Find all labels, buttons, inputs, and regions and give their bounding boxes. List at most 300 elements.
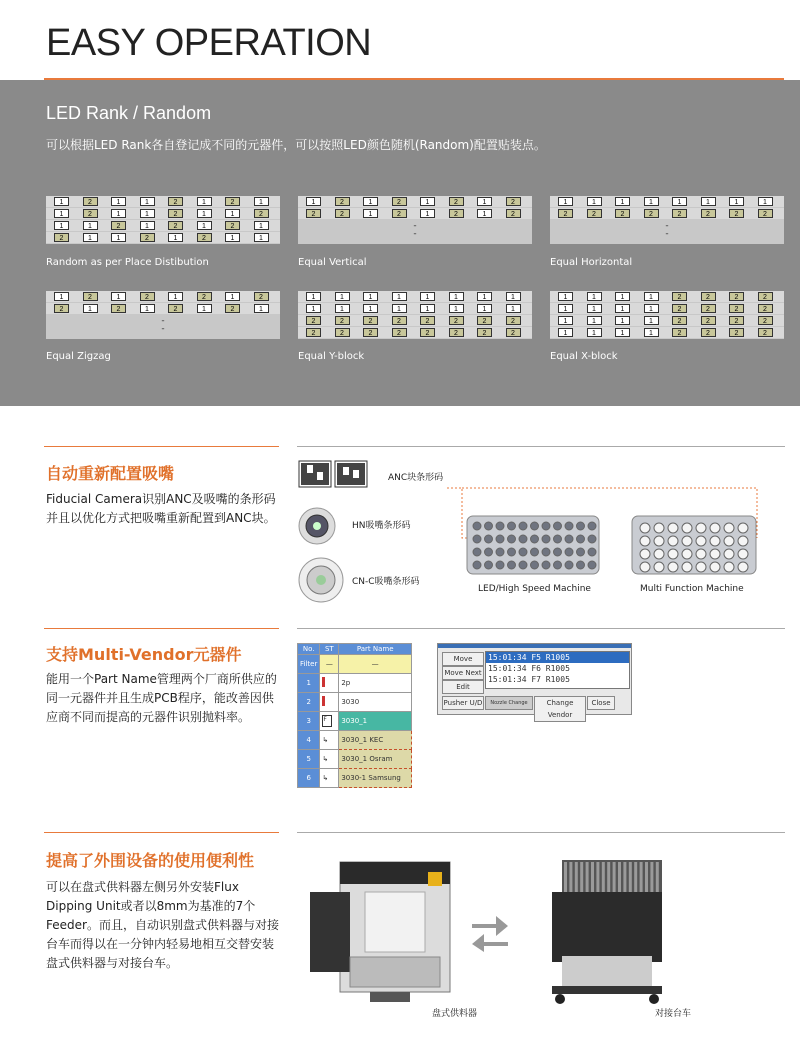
led-cell: 1 xyxy=(225,292,240,301)
pusher-button[interactable]: Pusher U/D xyxy=(442,696,484,710)
nozzle-hole xyxy=(724,523,734,533)
part-table xyxy=(297,643,412,788)
nozzle-hole xyxy=(519,535,527,543)
nozzle-hole xyxy=(724,536,734,546)
led-cell: 2 xyxy=(506,316,521,325)
led-cell: 2 xyxy=(420,316,435,325)
docking-cart-caption: 对接台车 xyxy=(655,1009,692,1019)
table-row[interactable]: 6 ↳ 3030-1 Samsung xyxy=(298,769,412,788)
led-cell: 1 xyxy=(254,304,269,313)
page-title: EASY OPERATION xyxy=(46,22,372,64)
led-cell: 1 xyxy=(644,316,659,325)
nozzle-hole xyxy=(565,535,573,543)
close-button[interactable]: Close xyxy=(587,696,615,710)
log-line: 15:01:34 F7 R1005 xyxy=(488,675,570,684)
led-cell: 2 xyxy=(140,292,155,301)
led-cell: 1 xyxy=(477,197,492,206)
led-cell: 1 xyxy=(111,233,126,242)
led-cell: 1 xyxy=(615,292,630,301)
filter-st[interactable]: — xyxy=(320,655,339,674)
led-cell: 2 xyxy=(392,328,407,337)
led-cell: 1 xyxy=(254,221,269,230)
peripheral-title: 提高了外围设备的使用便利性 xyxy=(46,851,255,870)
nozzle-hole xyxy=(554,548,562,556)
pattern-label: Equal Y-block xyxy=(298,351,365,362)
nozzle-hole xyxy=(668,536,678,546)
row-no: 4 xyxy=(298,731,320,750)
nozzle-hole xyxy=(577,561,585,569)
nozzle-hole xyxy=(738,549,748,559)
nozzle-hole xyxy=(682,523,692,533)
change-vendor-button[interactable]: Change Vendor xyxy=(534,696,586,722)
led-pattern xyxy=(46,196,280,244)
led-cell: 1 xyxy=(197,197,212,206)
continuation-dots: - - xyxy=(665,221,669,239)
led-cell: 2 xyxy=(672,316,687,325)
led-cell: 1 xyxy=(420,197,435,206)
led-cell: 2 xyxy=(449,328,464,337)
nozzle-hole xyxy=(724,549,734,559)
led-cell: 1 xyxy=(449,304,464,313)
cnc-barcode-label: CN-C吸嘴条形码 xyxy=(352,577,420,587)
nozzle-hole xyxy=(496,535,504,543)
led-cell: 2 xyxy=(363,328,378,337)
led-pattern xyxy=(550,291,784,339)
pattern-row xyxy=(298,291,532,302)
led-cell: 1 xyxy=(83,233,98,242)
nozzle-hole xyxy=(654,536,664,546)
log-line: 15:01:34 F5 R1005 xyxy=(486,652,629,663)
pattern-label: Equal Zigzag xyxy=(46,351,111,362)
led-cell: 2 xyxy=(225,221,240,230)
led-cell: 1 xyxy=(306,304,321,313)
led-cell: 1 xyxy=(335,292,350,301)
pattern-row xyxy=(46,303,280,314)
filter-label: Filter xyxy=(298,655,320,674)
nozzle-hole xyxy=(565,561,573,569)
led-cell: 1 xyxy=(335,304,350,313)
led-cell: 1 xyxy=(168,292,183,301)
vendor-change-panel xyxy=(437,643,632,719)
row-no: 6 xyxy=(298,769,320,788)
nozzle-hole xyxy=(654,562,664,572)
nozzle-hole xyxy=(682,562,692,572)
nozzle-hole xyxy=(554,561,562,569)
led-cell: 2 xyxy=(54,233,69,242)
led-pattern xyxy=(298,291,532,339)
led-cell: 2 xyxy=(701,292,716,301)
led-cell: 1 xyxy=(392,304,407,313)
led-cell: 1 xyxy=(672,197,687,206)
table-row[interactable]: 5 ↳ 3030_1 Osram xyxy=(298,750,412,769)
led-cell: 1 xyxy=(140,197,155,206)
led-pattern xyxy=(298,196,532,244)
led-cell: 1 xyxy=(420,304,435,313)
led-cell: 1 xyxy=(587,328,602,337)
led-cell: 1 xyxy=(83,304,98,313)
led-cell: 2 xyxy=(111,304,126,313)
led-cell: 1 xyxy=(197,209,212,218)
led-cell: 1 xyxy=(111,292,126,301)
led-cell: 1 xyxy=(477,209,492,218)
nozzle-hole xyxy=(668,549,678,559)
led-cell: 2 xyxy=(306,316,321,325)
led-cell: 1 xyxy=(83,221,98,230)
led-cell: 1 xyxy=(306,197,321,206)
table-row[interactable]: 4 ↳ 3030_1 KEC xyxy=(298,731,412,750)
nozzle-hole xyxy=(473,561,481,569)
nozzle-hole xyxy=(519,561,527,569)
nozzle-hole xyxy=(577,522,585,530)
nozzle-hole xyxy=(565,548,573,556)
led-cell: 1 xyxy=(363,304,378,313)
led-cell: 2 xyxy=(672,209,687,218)
led-cell: 2 xyxy=(168,197,183,206)
led-cell: 1 xyxy=(225,209,240,218)
led-cell: 1 xyxy=(644,197,659,206)
nozzle-hole xyxy=(542,522,550,530)
led-cell: 1 xyxy=(449,292,464,301)
led-cell: 2 xyxy=(363,316,378,325)
anc-barcode-label: ANC块条形码 xyxy=(388,473,444,483)
led-cell: 1 xyxy=(168,233,183,242)
continuation-dots: - - xyxy=(413,221,417,239)
part-name: 3030_1 Osram xyxy=(339,750,412,769)
row-no: 2 xyxy=(298,693,320,712)
pattern-label: Random as per Place Distibution xyxy=(46,257,209,268)
led-cell: 2 xyxy=(729,209,744,218)
cnc-nozzle-icon xyxy=(299,558,343,602)
table-row[interactable] xyxy=(298,693,412,712)
nozzle-hole xyxy=(640,549,650,559)
hn-nozzle-icon xyxy=(299,508,335,544)
led-cell: 1 xyxy=(558,316,573,325)
led-cell: 1 xyxy=(54,197,69,206)
section-divider xyxy=(44,628,279,629)
pattern-row xyxy=(550,196,784,207)
led-cell: 2 xyxy=(83,209,98,218)
led-cell: 1 xyxy=(363,209,378,218)
led-cell: 1 xyxy=(615,328,630,337)
nozzle-hole xyxy=(696,536,706,546)
led-cell: 1 xyxy=(306,292,321,301)
tray-feeder-caption: 盘式供料器 xyxy=(432,1009,478,1019)
docking-cart-image xyxy=(542,856,672,1006)
multi-function-label: Multi Function Machine xyxy=(640,584,744,594)
pattern-row xyxy=(298,315,532,326)
nozzle-hole xyxy=(588,561,596,569)
nozzle-hole xyxy=(682,536,692,546)
pattern-row xyxy=(46,208,280,219)
led-cell: 1 xyxy=(644,304,659,313)
led-cell: 2 xyxy=(254,292,269,301)
nozzle-hole xyxy=(531,535,539,543)
pattern-row xyxy=(46,291,280,302)
section-divider xyxy=(297,446,785,447)
pattern-label: Equal Horizontal xyxy=(550,257,633,268)
col-header-st: ST xyxy=(320,644,339,655)
nozzle-hole xyxy=(588,548,596,556)
led-pattern xyxy=(46,291,280,339)
part-name: 3030-1 Samsung xyxy=(339,769,412,788)
nozzle-hole xyxy=(519,548,527,556)
nozzle-hole xyxy=(473,522,481,530)
led-cell: 1 xyxy=(420,209,435,218)
nozzle-hole xyxy=(654,523,664,533)
nozzle-hole xyxy=(519,522,527,530)
table-row[interactable] xyxy=(298,674,412,693)
led-cell: 2 xyxy=(506,328,521,337)
anc-title: 自动重新配置吸嘴 xyxy=(46,464,175,483)
nozzle-hole xyxy=(696,549,706,559)
led-cell: 2 xyxy=(758,304,773,313)
section-divider xyxy=(297,832,785,833)
led-cell: 1 xyxy=(140,304,155,313)
led-machine-anc-block xyxy=(467,516,599,574)
led-cell: 2 xyxy=(306,209,321,218)
led-cell: 2 xyxy=(506,197,521,206)
led-cell: 1 xyxy=(506,292,521,301)
pattern-row xyxy=(550,315,784,326)
led-cell: 1 xyxy=(197,304,212,313)
led-cell: 2 xyxy=(672,328,687,337)
led-cell: 2 xyxy=(615,209,630,218)
led-cell: 1 xyxy=(587,304,602,313)
led-cell: 2 xyxy=(729,292,744,301)
led-cell: 2 xyxy=(729,328,744,337)
nozzle-hole xyxy=(542,561,550,569)
pattern-row xyxy=(550,291,784,302)
led-cell: 2 xyxy=(758,316,773,325)
led-cell: 2 xyxy=(83,197,98,206)
led-cell: 2 xyxy=(140,233,155,242)
led-cell: 1 xyxy=(644,328,659,337)
led-cell: 1 xyxy=(54,209,69,218)
nozzle-hole xyxy=(508,522,516,530)
nozzle-hole xyxy=(565,522,573,530)
pattern-label: Equal X-block xyxy=(550,351,618,362)
section-divider xyxy=(44,832,279,833)
log-line: 15:01:34 F6 R1005 xyxy=(488,664,570,673)
led-cell: 2 xyxy=(54,304,69,313)
nozzle-hole xyxy=(588,535,596,543)
led-cell: 2 xyxy=(729,304,744,313)
multi-function-anc-block xyxy=(632,516,756,574)
pattern-row xyxy=(46,220,280,231)
led-cell: 1 xyxy=(477,304,492,313)
nozzle-hole xyxy=(542,548,550,556)
pattern-row xyxy=(46,232,280,243)
anc-barcode-icon xyxy=(299,461,367,487)
led-cell: 2 xyxy=(701,304,716,313)
led-cell: 1 xyxy=(644,292,659,301)
led-cell: 2 xyxy=(111,221,126,230)
nozzle-hole xyxy=(485,522,493,530)
pattern-row xyxy=(46,196,280,207)
section-divider xyxy=(44,446,279,447)
nozzle-hole xyxy=(508,535,516,543)
move-button[interactable]: Move xyxy=(442,652,484,666)
vendor-title: 支持Multi-Vendor元器件 xyxy=(46,645,242,664)
nozzle-hole xyxy=(485,561,493,569)
nozzle-hole xyxy=(724,562,734,572)
led-cell: 2 xyxy=(449,316,464,325)
pattern-row xyxy=(550,303,784,314)
led-cell: 2 xyxy=(335,209,350,218)
nozzle-hole xyxy=(473,535,481,543)
nozzle-hole xyxy=(554,535,562,543)
edit-button[interactable]: Edit xyxy=(442,680,484,694)
led-cell: 2 xyxy=(335,197,350,206)
led-cell: 2 xyxy=(83,292,98,301)
nozzle-hole xyxy=(738,562,748,572)
led-cell: 1 xyxy=(254,197,269,206)
led-cell: 1 xyxy=(420,292,435,301)
led-cell: 1 xyxy=(587,292,602,301)
led-cell: 1 xyxy=(477,292,492,301)
row-no: 1 xyxy=(298,674,320,693)
nozzle-hole xyxy=(485,548,493,556)
nozzle-hole xyxy=(668,523,678,533)
peripheral-body: 可以在盘式供料器左侧另外安装Flux Dipping Unit或者以8mm为基准的7个Feeder。而且，自动识别盘式供料器与对接台车而得以在一分钟内轻易地相互交替安装盘式供料器与对接台车。 xyxy=(46,880,279,970)
led-cell: 1 xyxy=(701,197,716,206)
nozzle-hole xyxy=(554,522,562,530)
col-header-part: Part Name xyxy=(339,644,412,655)
nozzle-hole xyxy=(710,549,720,559)
continuation-dots: - - xyxy=(161,316,165,334)
filter-part[interactable]: — xyxy=(339,655,412,674)
nozzle-hole xyxy=(496,522,504,530)
nozzle-hole xyxy=(496,561,504,569)
led-rank-title: LED Rank / Random xyxy=(46,103,212,123)
nozzle-hole xyxy=(508,548,516,556)
pattern-row xyxy=(550,208,784,219)
led-cell: 1 xyxy=(140,221,155,230)
led-cell: 1 xyxy=(758,197,773,206)
led-cell: 1 xyxy=(558,197,573,206)
led-rank-subtitle: 可以根据LED Rank各自登记成不同的元器件，可以按照LED颜色随机(Random)配置贴装点。 xyxy=(46,138,546,152)
move-next-button[interactable]: Move Next xyxy=(442,666,484,680)
pattern-row xyxy=(298,327,532,338)
led-cell: 1 xyxy=(54,292,69,301)
nozzle-hole xyxy=(640,523,650,533)
led-cell: 1 xyxy=(615,197,630,206)
led-cell: 1 xyxy=(111,197,126,206)
nozzle-hole xyxy=(485,535,493,543)
nozzle-hole xyxy=(542,535,550,543)
led-cell: 1 xyxy=(506,304,521,313)
led-cell: 2 xyxy=(335,316,350,325)
led-cell: 2 xyxy=(420,328,435,337)
nozzle-hole xyxy=(668,562,678,572)
led-cell: 1 xyxy=(615,316,630,325)
led-cell: 2 xyxy=(168,221,183,230)
led-cell: 2 xyxy=(168,209,183,218)
led-cell: 1 xyxy=(558,292,573,301)
led-cell: 2 xyxy=(672,304,687,313)
led-cell: 2 xyxy=(758,328,773,337)
nozzle-hole xyxy=(473,548,481,556)
led-cell: 2 xyxy=(225,304,240,313)
nozzle-hole xyxy=(696,562,706,572)
nozzle-hole xyxy=(710,562,720,572)
led-cell: 2 xyxy=(197,292,212,301)
nozzle-hole xyxy=(640,536,650,546)
pattern-row xyxy=(298,196,532,207)
led-cell: 2 xyxy=(392,197,407,206)
led-cell: 2 xyxy=(701,328,716,337)
led-cell: 1 xyxy=(140,209,155,218)
nozzle-hole xyxy=(710,523,720,533)
nozzle-hole xyxy=(710,536,720,546)
part-name: 3030_1 xyxy=(339,712,412,731)
led-cell: 1 xyxy=(587,316,602,325)
pattern-row xyxy=(298,303,532,314)
led-cell: 2 xyxy=(558,209,573,218)
nozzle-change-button[interactable]: Nozzle Change xyxy=(485,696,533,710)
nozzle-hole xyxy=(577,535,585,543)
pattern-row xyxy=(298,208,532,219)
led-cell: 2 xyxy=(197,233,212,242)
table-row[interactable]: 3 F 3030_1 xyxy=(298,712,412,731)
anc-body: Fiducial Camera识别ANC及吸嘴的条形码并且以优化方式把吸嘴重新配置到ANC块。 xyxy=(46,492,276,525)
led-cell: 1 xyxy=(587,197,602,206)
swap-arrows-icon xyxy=(470,912,510,952)
pattern-row xyxy=(550,327,784,338)
led-cell: 2 xyxy=(729,316,744,325)
led-cell: 2 xyxy=(587,209,602,218)
led-cell: 1 xyxy=(111,209,126,218)
led-cell: 1 xyxy=(197,221,212,230)
led-cell: 2 xyxy=(392,316,407,325)
vendor-body: 能用一个Part Name管理两个厂商所供应的同一元器件并且生成PCB程序，能改善因供应商不同而提高的元器件识别抛料率。 xyxy=(46,672,277,724)
row-no: 3 xyxy=(298,712,320,731)
part-name: 3030_1 KEC xyxy=(339,731,412,750)
nozzle-hole xyxy=(531,548,539,556)
led-cell: 2 xyxy=(758,292,773,301)
nozzle-hole xyxy=(577,548,585,556)
nozzle-hole xyxy=(496,548,504,556)
led-cell: 2 xyxy=(254,209,269,218)
led-cell: 2 xyxy=(672,292,687,301)
pattern-label: Equal Vertical xyxy=(298,257,367,268)
led-cell: 1 xyxy=(729,197,744,206)
led-cell: 2 xyxy=(449,209,464,218)
col-header-no: No. xyxy=(298,644,320,655)
led-cell: 2 xyxy=(701,209,716,218)
led-cell: 2 xyxy=(225,197,240,206)
nozzle-hole xyxy=(682,549,692,559)
row-no: 5 xyxy=(298,750,320,769)
led-cell: 1 xyxy=(54,221,69,230)
nozzle-hole xyxy=(738,536,748,546)
nozzle-hole xyxy=(531,522,539,530)
led-cell: 2 xyxy=(335,328,350,337)
led-cell: 2 xyxy=(644,209,659,218)
nozzle-hole xyxy=(738,523,748,533)
nozzle-hole xyxy=(640,562,650,572)
section-divider xyxy=(297,628,785,629)
tray-feeder-image xyxy=(310,852,490,1004)
led-cell: 1 xyxy=(363,292,378,301)
led-machine-label: LED/High Speed Machine xyxy=(478,584,591,594)
nozzle-hole xyxy=(531,561,539,569)
led-cell: 1 xyxy=(225,233,240,242)
nozzle-hole xyxy=(654,549,664,559)
led-cell: 2 xyxy=(392,209,407,218)
led-cell: 2 xyxy=(758,209,773,218)
led-cell: 1 xyxy=(558,328,573,337)
